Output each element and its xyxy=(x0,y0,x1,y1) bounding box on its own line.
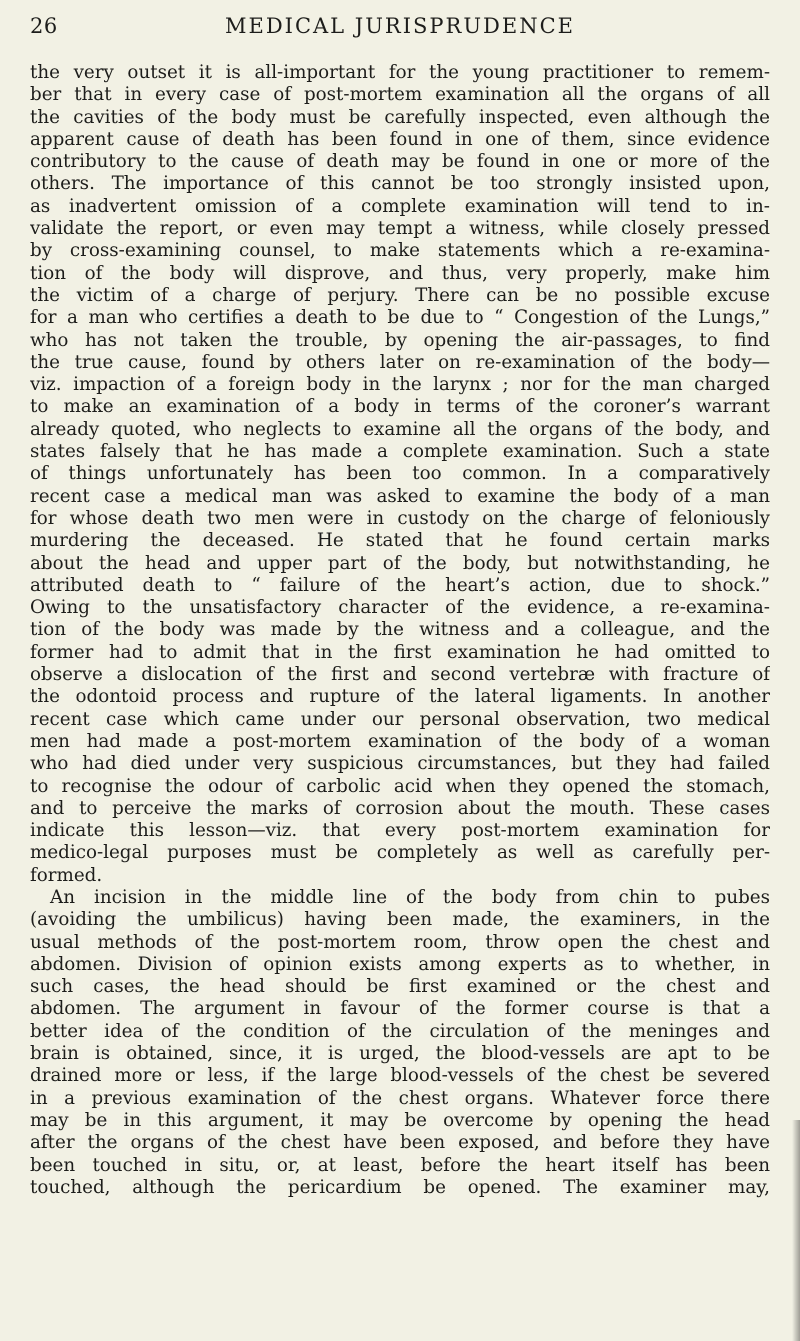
text-line: others. The importance of this cannot be too strongly insisted upon, xyxy=(30,173,770,195)
text-line: Owing to the unsatisfactory character of the evidence, a re-examina- xyxy=(30,597,770,619)
text-line: formed. xyxy=(30,864,103,886)
text-line: medico-legal purposes must be completely as well as carefully per- xyxy=(30,842,770,864)
text-line: the cavities of the body must be carefully inspected, even although the xyxy=(30,106,770,128)
text-line: such cases, the head should be first examined or the chest and xyxy=(30,976,770,998)
text-line: better idea of the condition of the circulation of the meninges and xyxy=(30,1020,770,1042)
text-line: already quoted, who neglects to examine all the organs of the body, and xyxy=(30,418,770,440)
text-line: been touched in situ, or, at least, before the heart itself has been xyxy=(30,1154,770,1176)
text-line: (avoiding the umbilicus) having been made, the examiners, in the xyxy=(30,909,770,931)
text-line: may be in this argument, it may be overcome by opening the head xyxy=(30,1109,770,1131)
text-line: men had made a post-mortem examination of the body of a woman xyxy=(30,730,770,752)
text-line: the odontoid process and rupture of the lateral ligaments. In another xyxy=(30,686,770,708)
text-line: apparent cause of death has been found in one of them, since evidence xyxy=(30,128,770,150)
text-line: the victim of a charge of perjury. There can be no possible excuse xyxy=(30,284,770,306)
text-line: about the head and upper part of the body, but notwithstanding, he xyxy=(30,552,770,574)
text-line: who has not taken the trouble, by opening the air-passages, to find xyxy=(30,329,770,351)
text-line: for whose death two men were in custody on the charge of feloniously xyxy=(30,507,770,529)
text-line: the very outset it is all-important for the young practitioner to remem- xyxy=(30,62,770,83)
page-number: 26 xyxy=(30,14,58,38)
text-line: by cross-examining counsel, to make statements which a re-examina- xyxy=(30,240,770,262)
text-line: to recognise the odour of carbolic acid when they opened the stomach, xyxy=(30,775,770,797)
text-line: recent case which came under our personal observation, two medical xyxy=(30,708,770,730)
text-line: validate the report, or even may tempt a witness, while closely pressed xyxy=(30,218,770,240)
text-line: for a man who certifies a death to be due to “ Congestion of the Lungs,” xyxy=(30,307,770,329)
text-line: An incision in the middle line of the body from chin to pubes xyxy=(50,886,770,908)
text-line: former had to admit that in the first examination he had omitted to xyxy=(30,641,770,663)
text-line: contributory to the cause of death may be found in one or more of the xyxy=(30,151,770,173)
text-line: usual methods of the post-mortem room, throw open the chest and xyxy=(30,931,770,953)
text-line: to make an examination of a body in terms of the coroner’s warrant xyxy=(30,396,770,418)
page-header xyxy=(30,14,770,42)
page-edge-shadow xyxy=(792,1120,800,1341)
text-line: attributed death to “ failure of the heart’s action, due to shock.” xyxy=(30,574,770,596)
text-line: viz. impaction of a foreign body in the larynx ; nor for the man charged xyxy=(30,374,770,396)
text-line: as inadvertent omission of a complete examination will tend to in- xyxy=(30,195,770,217)
text-line: tion of the body will disprove, and thus, very properly, make him xyxy=(30,262,770,284)
text-line: observe a dislocation of the first and second vertebræ with fracture of xyxy=(30,664,770,686)
text-line: and to perceive the marks of corrosion about the mouth. These cases xyxy=(30,797,770,819)
text-line: tion of the body was made by the witness and a colleague, and the xyxy=(30,619,770,641)
text-line: abdomen. Division of opinion exists among experts as to whether, in xyxy=(30,953,770,975)
text-line: the true cause, found by others later on re-examination of the body— xyxy=(30,351,770,373)
text-line: who had died under very suspicious circumstances, but they had failed xyxy=(30,753,770,775)
text-line: recent case a medical man was asked to examine the body of a man xyxy=(30,485,770,507)
text-line: brain is obtained, since, it is urged, the blood-vessels are apt to be xyxy=(30,1043,770,1065)
text-line: indicate this lesson—viz. that every post-mortem examination for xyxy=(30,820,770,842)
text-line: in a previous examination of the chest organs. Whatever force there xyxy=(30,1087,770,1109)
text-line: ber that in every case of post-mortem examination all the organs of all xyxy=(30,84,770,106)
text-line: states falsely that he has made a complete examination. Such a state xyxy=(30,441,770,463)
text-line: touched, although the pericardium be opened. The examiner may, xyxy=(30,1176,770,1198)
body-text xyxy=(30,62,770,1199)
text-line: drained more or less, if the large blood-vessels of the chest be severed xyxy=(30,1065,770,1087)
text-line: of things unfortunately has been too common. In a comparatively xyxy=(30,463,770,485)
text-line: abdomen. The argument in favour of the former course is that a xyxy=(30,998,770,1020)
text-line: murdering the deceased. He stated that he found certain marks xyxy=(30,530,770,552)
running-title: MEDICAL JURISPRUDENCE xyxy=(224,14,575,38)
text-line: after the organs of the chest have been exposed, and before they have xyxy=(30,1132,770,1154)
